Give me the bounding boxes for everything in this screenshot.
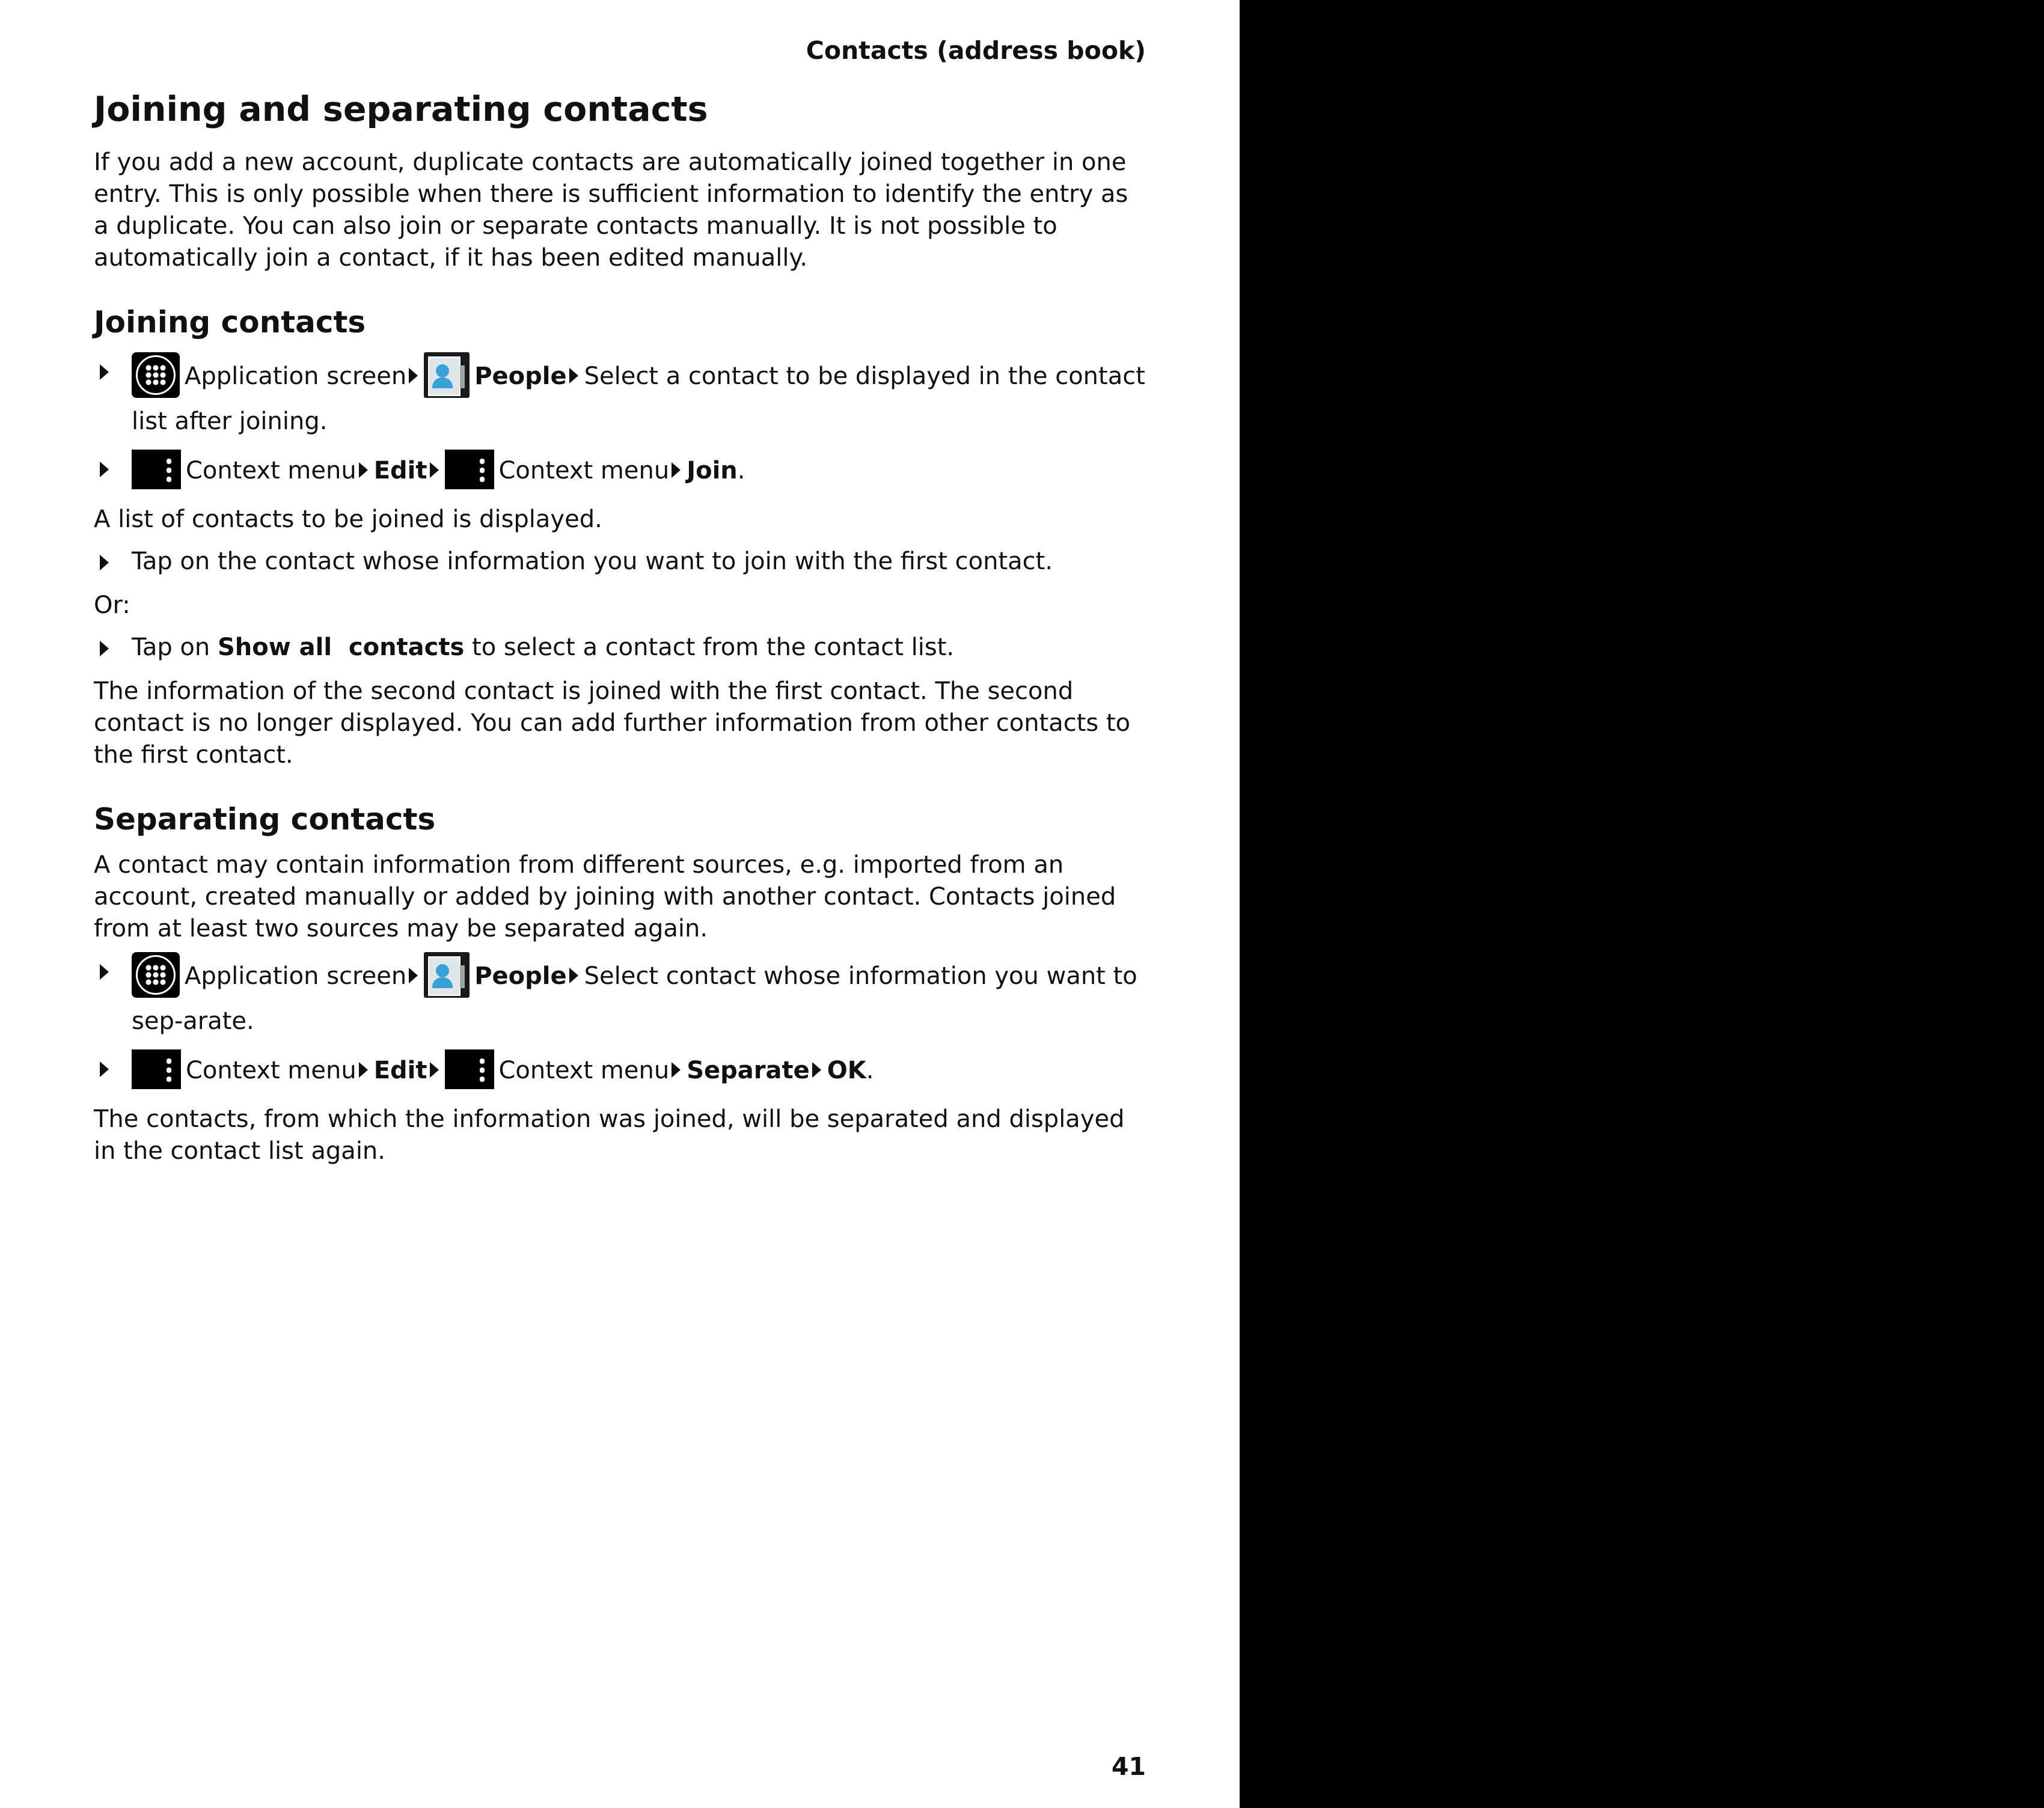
triangle-right-icon	[100, 964, 109, 980]
triangle-right-icon	[100, 1061, 109, 1077]
joining-step-2	[94, 450, 1146, 494]
step-text: Tap on the contact whose information you want to join with the first contact.	[132, 548, 1053, 576]
arrow-icon	[409, 368, 418, 383]
arrow-icon	[359, 1062, 368, 1078]
triangle-right-icon	[100, 364, 109, 380]
people-label: People	[474, 362, 567, 391]
main-heading: Joining and separating contacts	[94, 90, 708, 129]
arrow-icon	[672, 462, 681, 478]
join-label: Join	[687, 457, 738, 485]
step-text: Select contact whose information you want to sep-arate.	[132, 962, 1137, 1036]
context-menu-label: Context menu	[498, 457, 670, 485]
application-screen-icon	[132, 352, 180, 398]
context-menu-label: Context menu	[186, 457, 356, 485]
edit-label: Edit	[373, 1057, 427, 1085]
application-screen-label: Application screen	[185, 962, 407, 991]
application-screen-icon	[132, 952, 180, 998]
separating-result: The contacts, from which the information was joined, will be separated and displayed in the contact list again.	[94, 1105, 1125, 1165]
joining-heading: Joining contacts	[94, 305, 366, 340]
people-label: People	[474, 962, 567, 991]
separating-step-2	[94, 1049, 1146, 1094]
arrow-icon	[409, 968, 418, 983]
arrow-icon	[569, 968, 578, 983]
page-number: 41	[1111, 1752, 1146, 1781]
page-content	[94, 36, 1146, 1174]
triangle-right-icon	[100, 462, 109, 477]
triangle-right-icon	[100, 555, 109, 570]
arrow-icon	[812, 1062, 821, 1078]
arrow-icon	[430, 1062, 439, 1078]
ok-label: OK	[827, 1057, 866, 1085]
arrow-icon	[359, 462, 368, 478]
context-menu-icon	[445, 1049, 494, 1089]
running-header: Contacts (address book)	[806, 36, 1146, 65]
edit-label: Edit	[373, 457, 427, 485]
intro-paragraph: If you add a new account, duplicate contacts are automatically joined together in one entry. This is only possible when there is sufficient information to identify the entry as a duplicate. You can also join or separate contacts manually. It is not possible to automatically join a contact, if it has been edited manually.	[94, 148, 1128, 272]
step-text: Select a contact to be displayed in the contact list after joining.	[132, 362, 1145, 436]
arrow-icon	[430, 462, 439, 478]
joining-step-3	[94, 543, 1146, 580]
joining-step-1	[94, 352, 1146, 440]
separate-label: Separate	[687, 1057, 810, 1085]
step-text-pre: Tap on	[132, 634, 218, 662]
step-text-post: to select a contact from the contact list.	[464, 634, 955, 662]
context-menu-label: Context menu	[186, 1057, 356, 1085]
joining-step-4	[94, 629, 1146, 666]
arrow-icon	[569, 368, 578, 383]
period: .	[737, 457, 745, 485]
joining-result: The information of the second contact is joined with the first contact. The second contact is no longer displayed. You can add further information from other contacts to the first contact.	[94, 677, 1131, 769]
period: .	[866, 1057, 874, 1085]
separating-heading: Separating contacts	[94, 802, 436, 837]
context-menu-icon	[132, 450, 181, 489]
application-screen-label: Application screen	[185, 362, 407, 391]
or-text: Or:	[94, 591, 130, 620]
triangle-right-icon	[100, 641, 109, 656]
context-menu-label: Context menu	[498, 1057, 670, 1085]
show-all-contacts-label: Show all contacts	[217, 634, 465, 662]
separating-step-1	[94, 952, 1146, 1040]
joining-list-text: A list of contacts to be joined is displayed.	[94, 505, 602, 534]
context-menu-icon	[445, 450, 494, 489]
context-menu-icon	[132, 1049, 181, 1089]
people-icon	[424, 352, 470, 398]
separating-intro: A contact may contain information from different sources, e.g. imported from an account, created manually or added by joining with another contact. Contacts joined from at least two sources may be separated again.	[94, 851, 1116, 943]
people-icon	[424, 952, 470, 998]
arrow-icon	[672, 1062, 681, 1078]
